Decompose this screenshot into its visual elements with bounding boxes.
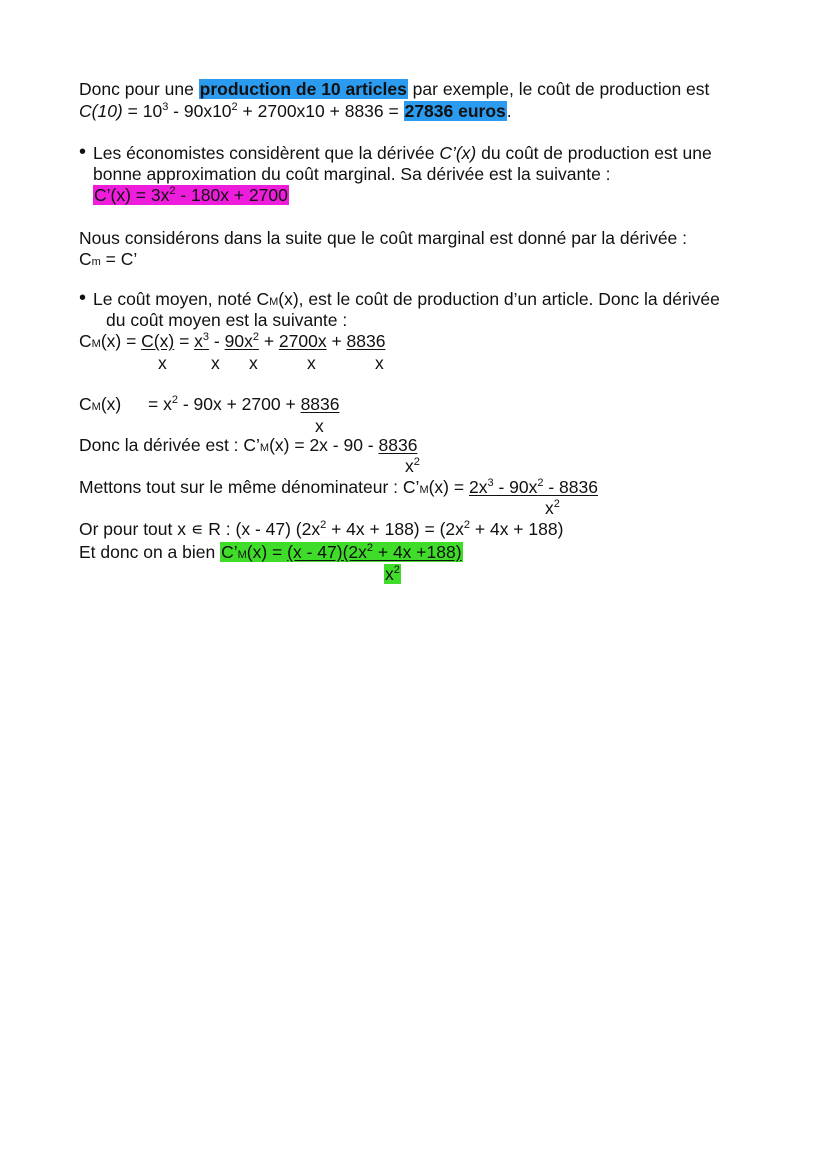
derivative-denominator: $x^2$ xyxy=(405,456,420,476)
denominator-2: x xyxy=(211,353,220,373)
derivative-symbol: C’(x) xyxy=(439,143,477,163)
bullet1-line2: bonne approximation du coût marginal. Sa dérivée est la suivante : xyxy=(93,164,611,184)
intro-text-end: par exemple, le coût de production est xyxy=(407,79,710,99)
marginal-cost-def: Cm = C’ xyxy=(79,249,138,269)
expr-part: + 2700x10 + 8836 = xyxy=(237,101,404,121)
denominator-4: x xyxy=(307,353,316,373)
intro-line xyxy=(79,78,709,100)
denominator-1: x xyxy=(158,353,167,373)
text: Les économistes considèrent que la dérivée xyxy=(93,143,440,163)
simplified-denominator: x xyxy=(315,416,324,436)
bullet1-line1 xyxy=(93,142,712,164)
expr-part: - 90x10 xyxy=(168,101,232,121)
intro-text: Donc pour une xyxy=(79,79,199,99)
denominator-5: x xyxy=(375,353,384,373)
result-highlight: 27836 euros xyxy=(404,101,506,121)
bullet2-line2: du coût moyen est la suivante : xyxy=(106,310,348,330)
green-highlight: C’M(x) = $(x - 47)(2x^2 + 4x +188)$ xyxy=(221,542,462,562)
average-cost-equation: $CM(x) = C(x) = x^3 - 90x^2 + 2700x + 8836$ xyxy=(79,331,386,351)
production-highlight: production de 10 articles xyxy=(199,79,407,99)
cost-function: C(10) xyxy=(79,101,123,121)
final-result-line: Et donc on a bien C’M(x) = $(x - 47)(2x^2 + 4x +188)$ xyxy=(79,542,462,562)
common-denominator-line: Mettons tout sur le même dénominateur : C’M(x) = $2x^3 - 90x^2 - 8836$ xyxy=(79,477,598,497)
factorization-line: Or pour tout x ∊ R : (x - 47) $(2x^2 + 4x + 188) = (2x^2 + 4x + 188)$ xyxy=(79,519,564,539)
marginal-derivative-formula xyxy=(93,184,289,206)
period: . xyxy=(506,101,512,121)
average-cost-lhs: CM(x) xyxy=(79,394,122,414)
denominator-3: x xyxy=(249,353,258,373)
average-cost-simplified: = $x^2 - 90x + 2700 + 8836$ xyxy=(148,394,340,414)
exponent: 3 xyxy=(162,101,169,114)
final-denominator: $x^2$ xyxy=(385,564,400,584)
text: du coût de production est une xyxy=(476,143,712,163)
cost-computation-line xyxy=(79,100,512,122)
bullet-point: • xyxy=(79,287,87,309)
common-denominator-den: $x^2$ xyxy=(545,498,560,518)
marginal-cost-intro: Nous considérons dans la suite que le coût marginal est donné par la dérivée : xyxy=(79,228,688,248)
expr-part: = 10 xyxy=(122,101,163,121)
bullet2-line1: Le coût moyen, noté CM(x), est le coût de production d’un article. Donc la dérivée xyxy=(93,289,720,309)
bullet-point: • xyxy=(79,141,87,163)
pink-highlight: C’(x) = $3x^2 - 180x + 2700$ xyxy=(94,185,288,205)
derivative-line: Donc la dérivée est : C’M(x) = 2x - 90 - 8836 xyxy=(79,435,418,455)
exponent: 2 xyxy=(231,101,238,114)
